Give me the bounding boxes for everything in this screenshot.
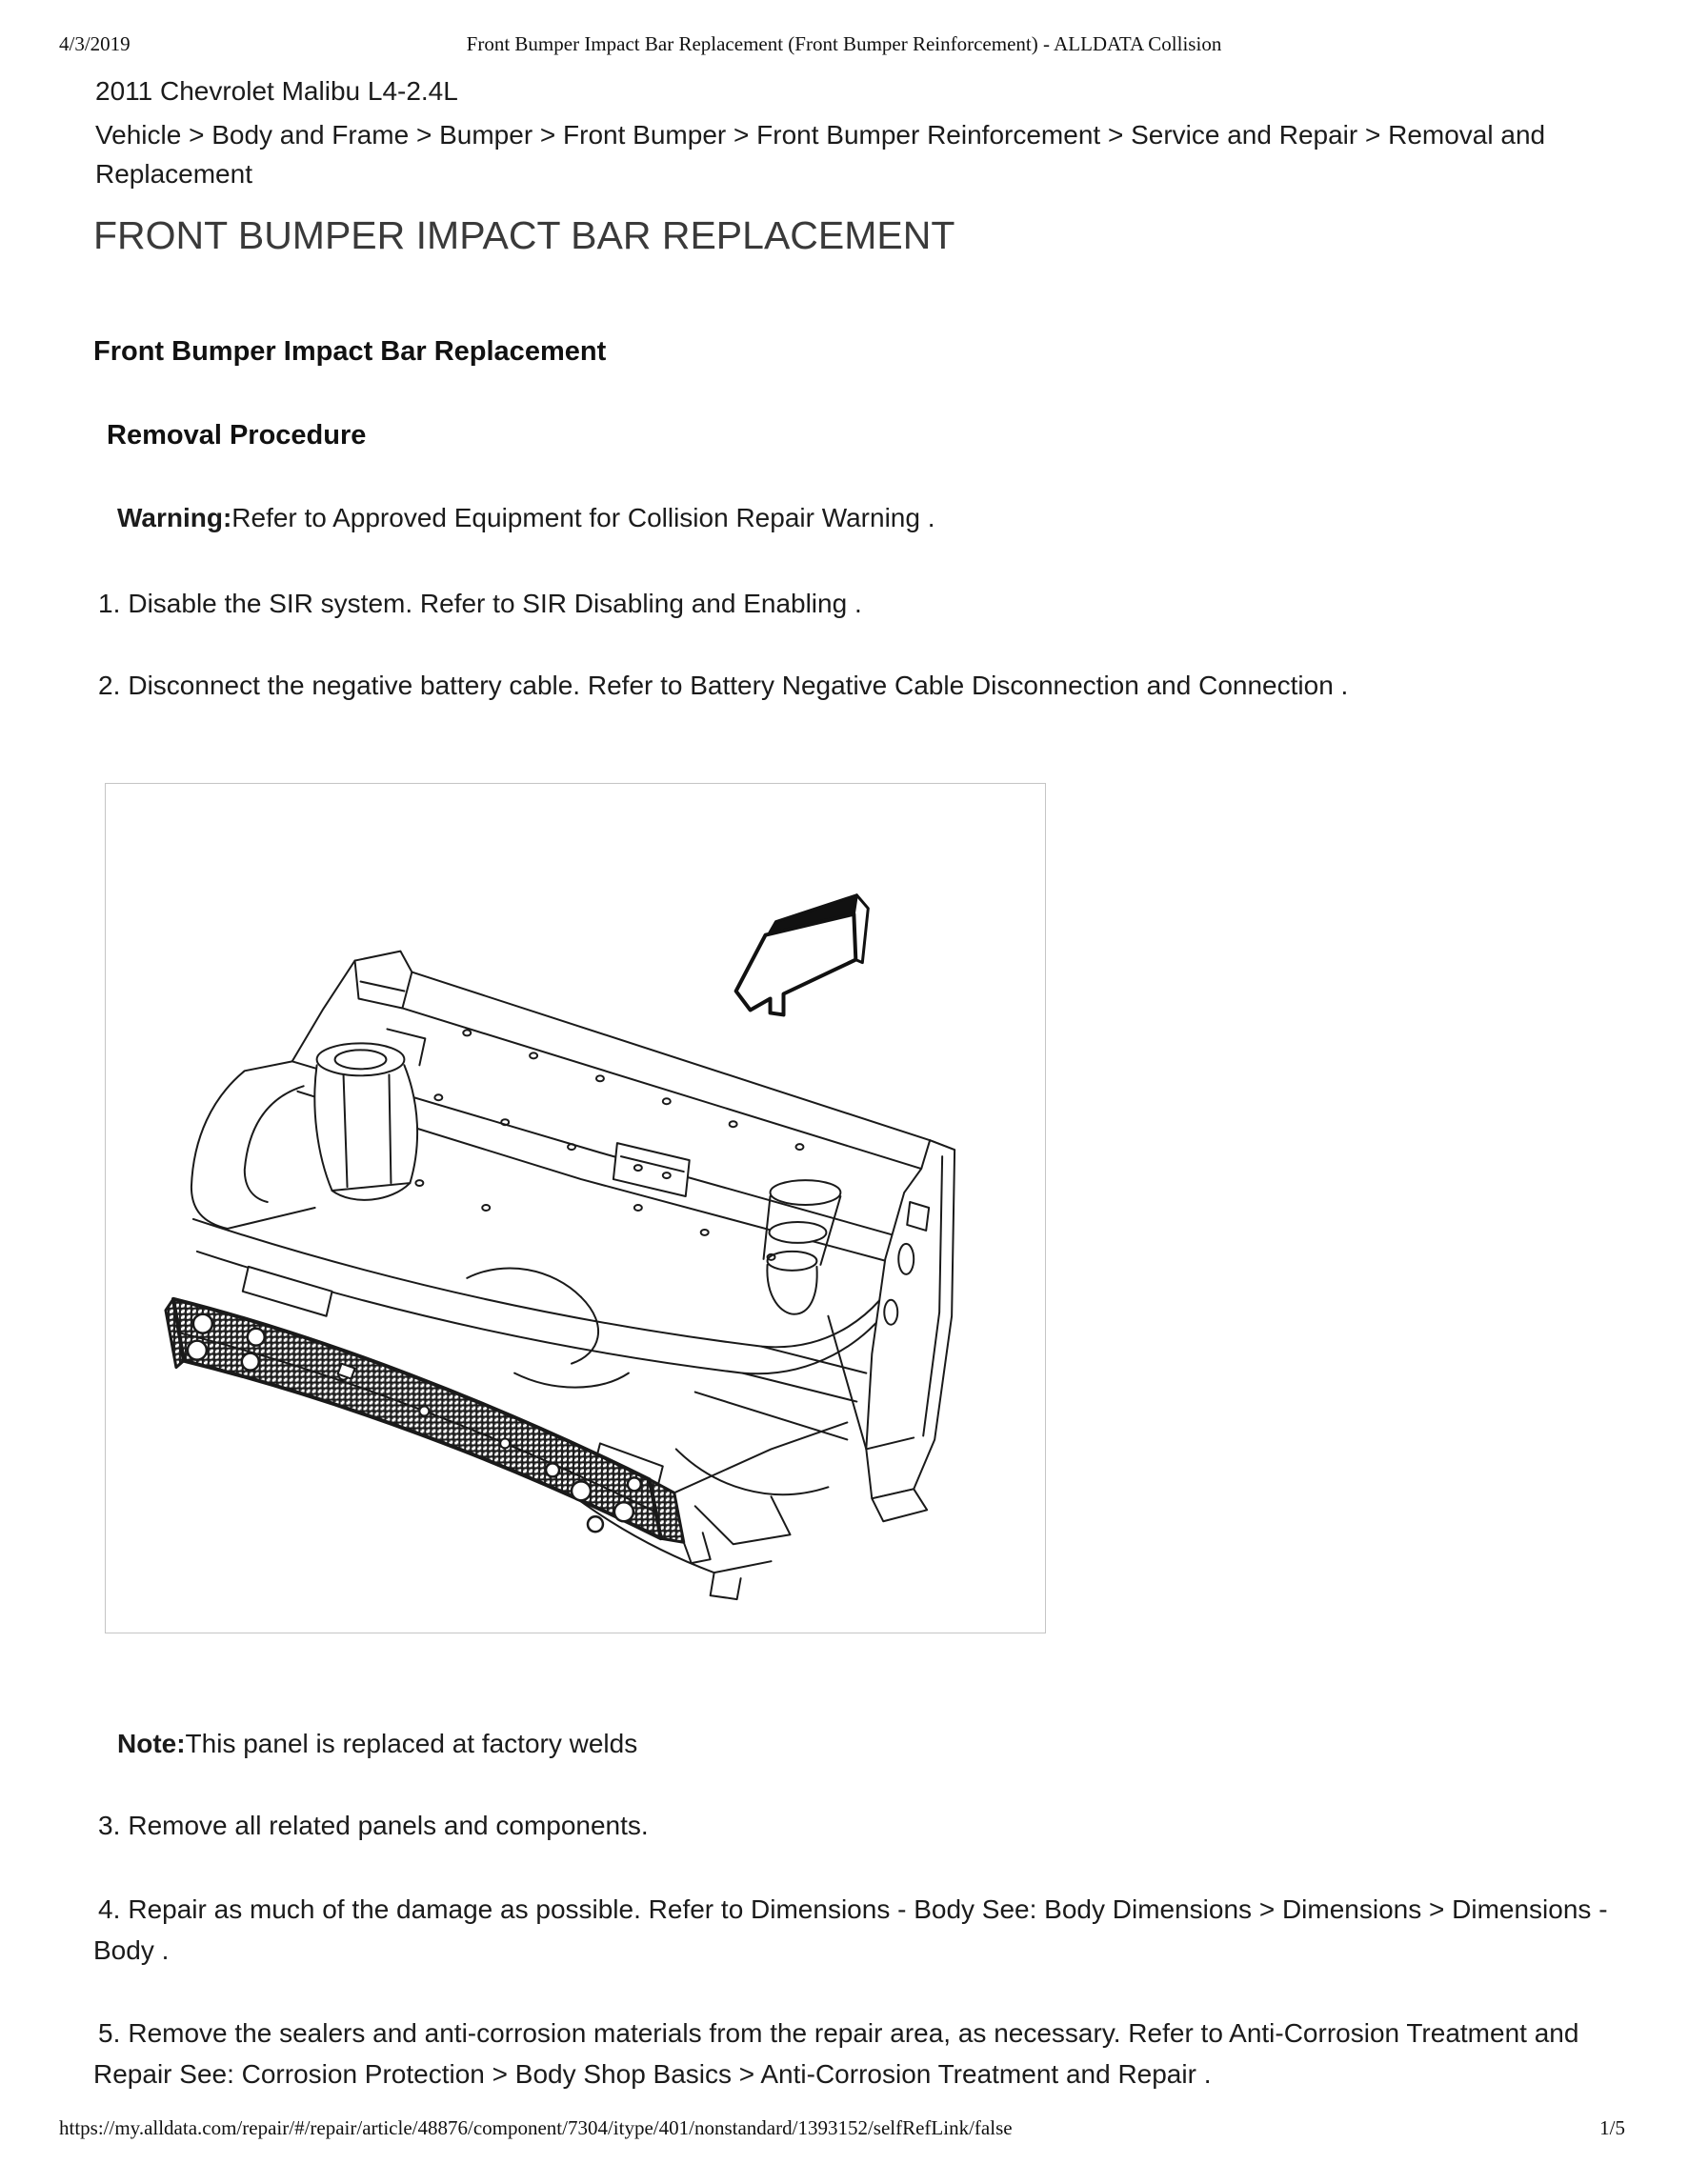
print-header-date: 4/3/2019 <box>59 32 131 55</box>
note-text: This panel is replaced at factory welds <box>185 1729 638 1758</box>
breadcrumb: Vehicle > Body and Frame > Bumper > Front Bumper > Front Bumper Reinforcement > Service and Repair > Removal and Replacement <box>95 120 1546 189</box>
vehicle-model: 2011 Chevrolet Malibu L4-2.4L <box>95 76 458 106</box>
step-item-2 <box>93 665 1618 706</box>
figure-panel <box>105 783 1046 1633</box>
step-text: Remove the sealers and anti-corrosion materials from the repair area, as necessary. Refer to Anti-Corrosion Treatment and Repair See: Corrosion Protection > Body Shop Basics > Anti-Corrosion Treatment and Repair . <box>93 2018 1579 2089</box>
bumper-impact-bar <box>166 1299 711 1563</box>
frame-impact-bar-diagram <box>106 784 1045 1633</box>
procedure-heading: Removal Procedure <box>107 420 367 451</box>
frame-assembly-line-art <box>191 952 955 1599</box>
step-number: 2. <box>98 671 121 700</box>
step-number: 5. <box>98 2018 121 2048</box>
direction-arrow-icon <box>736 895 869 1015</box>
step-text: Disconnect the negative battery cable. Refer to Battery Negative Cable Disconnection and Connection . <box>128 671 1349 700</box>
step-text: Repair as much of the damage as possible. Refer to Dimensions - Body See: Body Dimensions > Dimensions > Dimensions - Body . <box>93 1894 1608 1965</box>
step-item-4 <box>93 1889 1618 1971</box>
note-label: Note: <box>117 1729 186 1758</box>
step-item-5 <box>93 2013 1618 2094</box>
page-title: FRONT BUMPER IMPACT BAR REPLACEMENT <box>93 213 955 257</box>
step-item-3 <box>93 1805 1618 1846</box>
step-number: 4. <box>98 1894 121 1924</box>
warning-note <box>117 503 935 533</box>
section-subtitle: Front Bumper Impact Bar Replacement <box>93 336 607 367</box>
print-header-title: Front Bumper Impact Bar Replacement (Front Bumper Reinforcement) - ALLDATA Collision <box>466 32 1222 55</box>
step-text: Disable the SIR system. Refer to SIR Disabling and Enabling . <box>128 589 862 618</box>
factory-weld-note <box>117 1729 637 1759</box>
print-footer-page-number: 1/5 <box>1599 2116 1625 2139</box>
warning-label: Warning: <box>117 503 232 532</box>
step-item-1 <box>93 583 1618 624</box>
warning-text: Refer to Approved Equipment for Collision Repair Warning . <box>231 503 935 532</box>
print-footer-url: https://my.alldata.com/repair/#/repair/article/48876/component/7304/itype/401/nonstandard/1393152/selfRefLink/false <box>59 2116 1013 2139</box>
step-number: 3. <box>98 1811 121 1840</box>
step-number: 1. <box>98 589 121 618</box>
step-text: Remove all related panels and components. <box>128 1811 649 1840</box>
